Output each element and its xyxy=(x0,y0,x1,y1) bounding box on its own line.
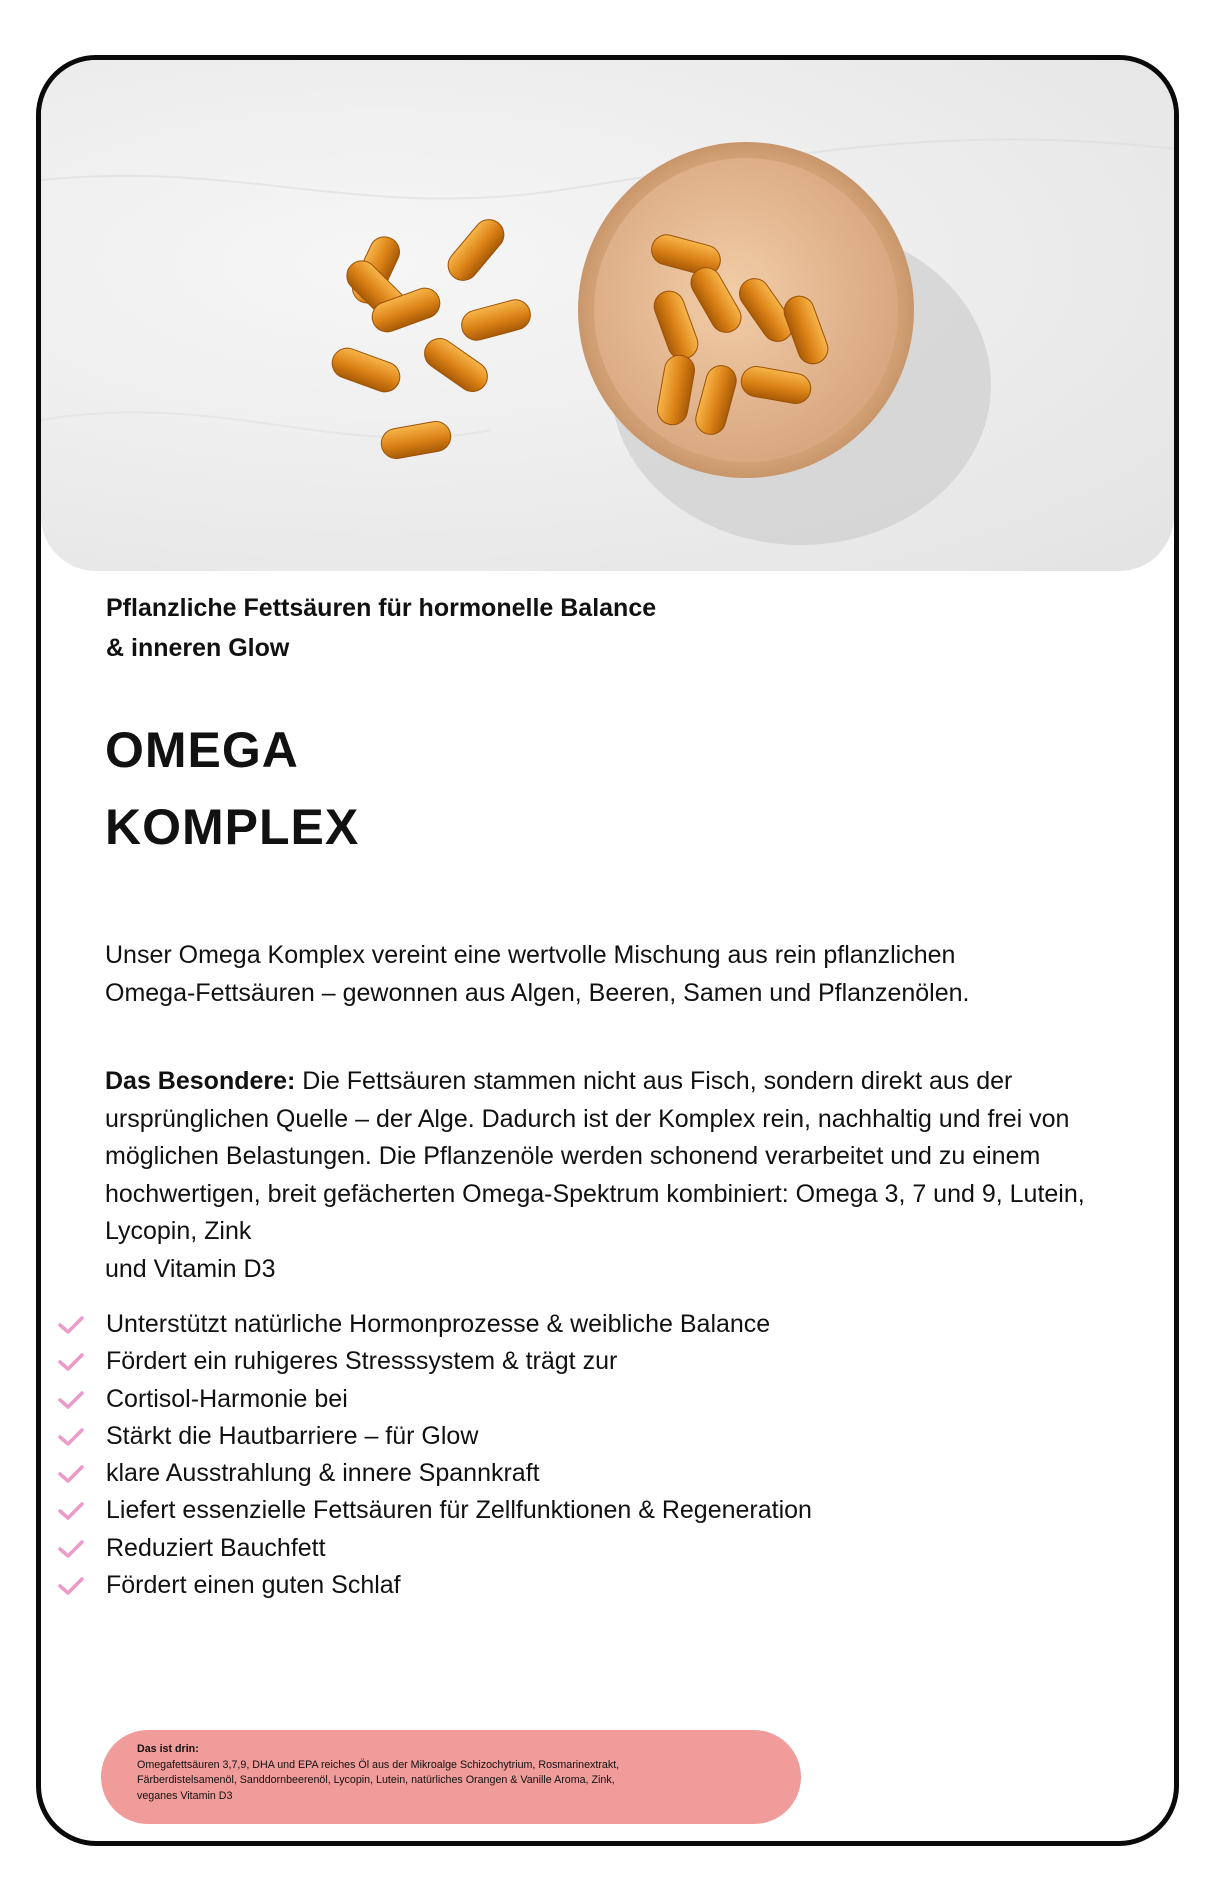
special-text: Die Fettsäuren stammen nicht aus Fisch, sondern direkt aus der ursprünglichen Quelle – der Alge. Dadurch ist der Komplex rein, nachhaltig und frei von möglichen Belastungen. Die Pflanzenöle werden schonend verarbeitet und zu einem hochwertigen, breit gefächerten Omega-Spektrum kombiniert: Omega 3, 7 und 9, Lutein, Lycopin, Zink xyxy=(105,1067,1085,1245)
benefit-item xyxy=(53,1418,812,1455)
special-label: Das Besondere: xyxy=(105,1067,296,1095)
benefit-text: Unterstützt natürliche Hormonprozesse & weibliche Balance xyxy=(106,1310,771,1338)
ingredients-line-1: Omegafettsäuren 3,7,9, DHA und EPA reiches Öl aus der Mikroalge Schizochytrium, Rosmarinextrakt, xyxy=(137,1758,620,1771)
benefit-text: Fördert ein ruhigeres Stresssystem & trägt zur xyxy=(106,1347,618,1376)
hero-image xyxy=(41,60,1174,571)
check-icon xyxy=(57,1426,85,1448)
check-icon xyxy=(57,1314,85,1336)
check-icon xyxy=(57,1575,85,1597)
benefit-item xyxy=(53,1343,812,1380)
special-paragraph xyxy=(105,1063,1115,1288)
ingredients-box xyxy=(101,1730,801,1824)
benefit-text: Cortisol-Harmonie bei xyxy=(106,1384,348,1413)
benefit-item xyxy=(53,1455,812,1492)
benefit-item xyxy=(53,1306,812,1343)
intro-line-1: Unser Omega Komplex vereint eine wertvolle Mischung aus rein pflanzlichen xyxy=(105,941,956,969)
title-line-1: OMEGA xyxy=(105,722,299,778)
benefit-item xyxy=(53,1567,812,1604)
benefit-text: Fördert einen guten Schlaf xyxy=(106,1571,401,1600)
ingredients-line-3: veganes Vitamin D3 xyxy=(137,1789,233,1802)
benefit-text: Reduziert Bauchfett xyxy=(106,1533,326,1562)
intro-line-2: Omega-Fettsäuren – gewonnen aus Algen, Beeren, Samen und Pflanzenölen. xyxy=(105,978,970,1007)
special-text-block xyxy=(105,1063,1115,1251)
benefits-list xyxy=(53,1306,812,1604)
benefit-text: Liefert essenzielle Fettsäuren für Zellfunktionen & Regeneration xyxy=(106,1496,812,1525)
product-subtitle xyxy=(106,588,806,668)
omega-capsules-photo xyxy=(41,60,1174,571)
title-line-2: KOMPLEX xyxy=(105,799,360,855)
benefit-text: Stärkt die Hautbarriere – für Glow xyxy=(106,1421,479,1450)
check-icon xyxy=(57,1389,85,1411)
check-icon xyxy=(57,1351,85,1373)
product-card xyxy=(36,55,1179,1846)
check-icon xyxy=(57,1538,85,1560)
ingredients-line-2: Färberdistelsamenöl, Sanddornbeerenöl, Lycopin, Lutein, natürliches Orangen & Vanille Aroma, Zink, xyxy=(137,1774,615,1786)
subtitle-line-2: & inneren Glow xyxy=(106,634,290,662)
ingredients-heading: Das ist drin: xyxy=(137,1743,199,1755)
check-icon xyxy=(57,1463,85,1485)
product-title xyxy=(105,712,359,866)
special-last-line: und Vitamin D3 xyxy=(105,1254,276,1283)
benefit-item xyxy=(53,1530,812,1567)
check-icon xyxy=(57,1500,85,1522)
benefit-text: klare Ausstrahlung & innere Spannkraft xyxy=(106,1459,540,1488)
benefit-item xyxy=(53,1492,812,1529)
intro-paragraph xyxy=(105,937,1115,1012)
subtitle-line-1: Pflanzliche Fettsäuren für hormonelle Balance xyxy=(106,594,657,622)
benefit-item xyxy=(53,1381,812,1418)
